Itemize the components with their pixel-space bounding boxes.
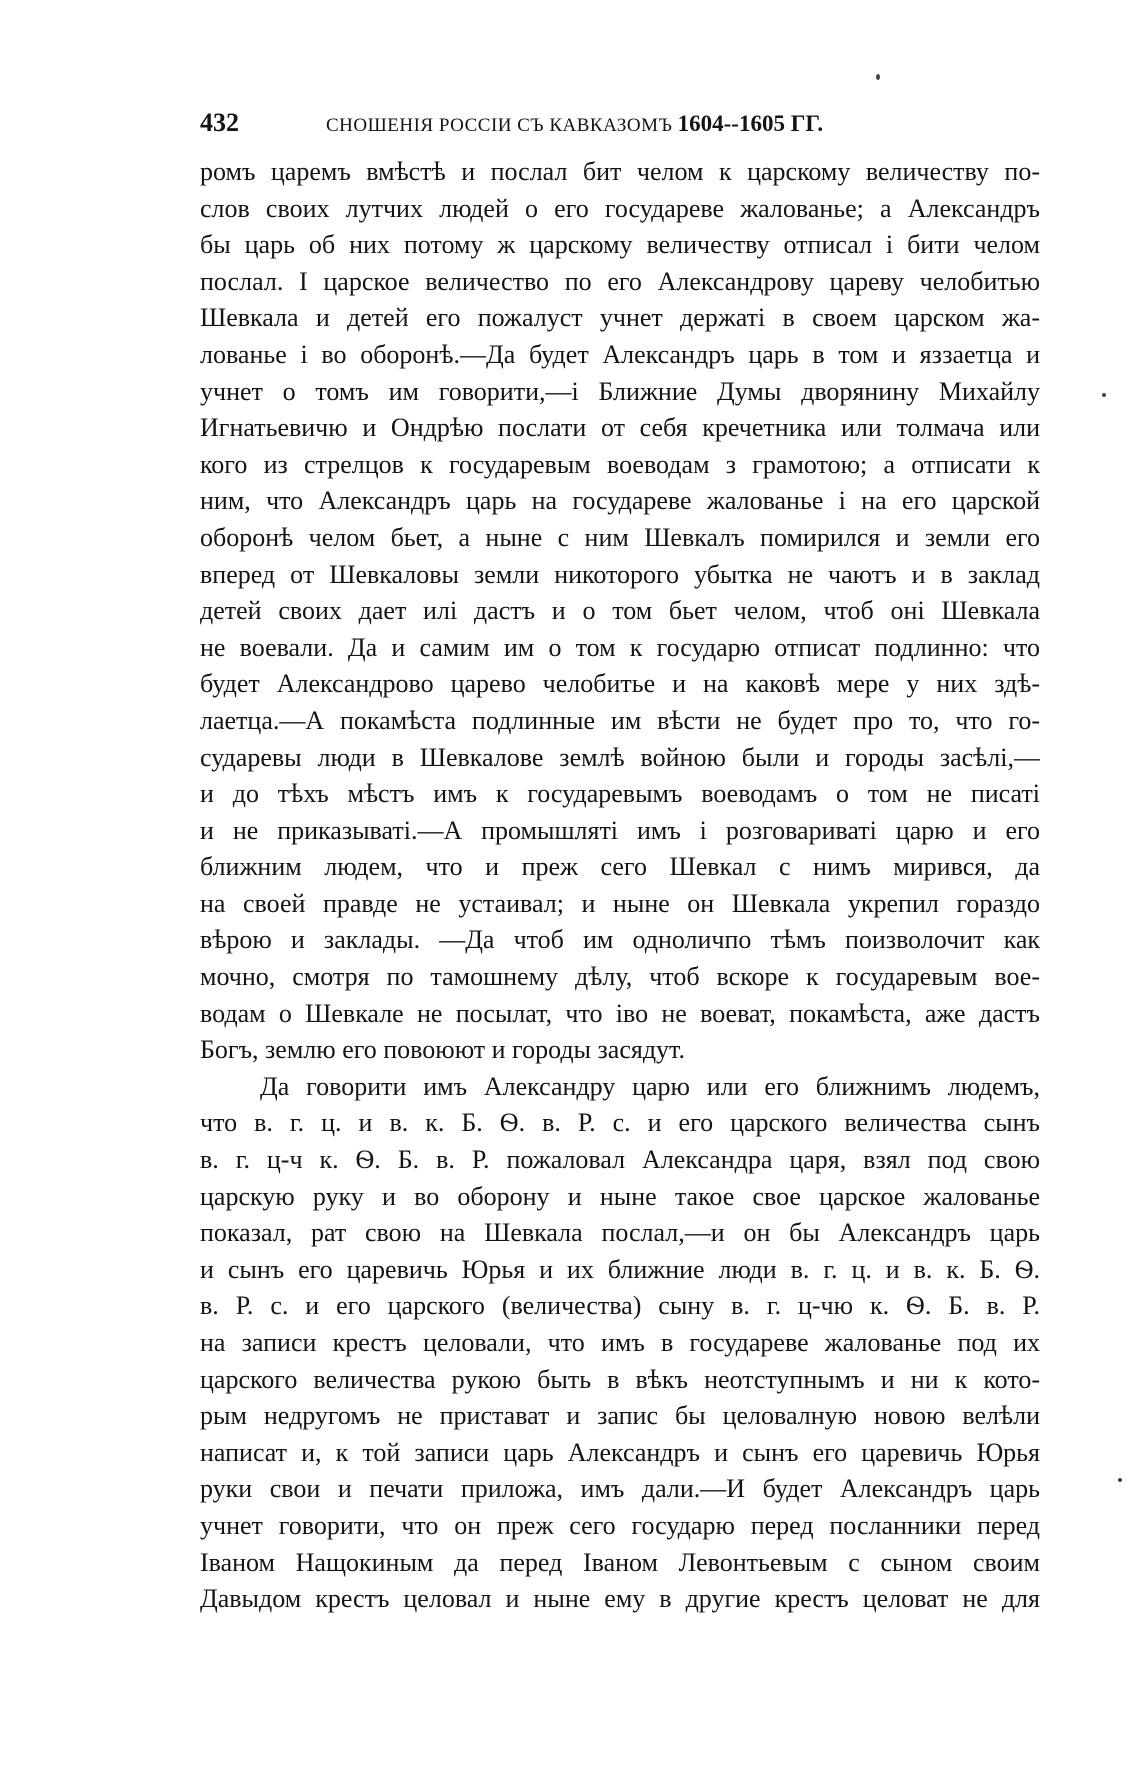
text-line: вѣрою и заклады. —Да чтоб им одноличпо тѣмъ поизволочит как bbox=[200, 925, 1040, 955]
text-line: учнет говорити, что он преж сего государю перед посланники перед bbox=[200, 1510, 1040, 1540]
text-line: ромъ царемъ вмѣстѣ и послал бит челом к царскому величеству по- bbox=[200, 157, 1040, 186]
text-line: лаетца.—А покамѣста подлинные им вѣсти не будет про то, что го- bbox=[200, 705, 1040, 735]
text-line: Игнатьевичю и Ондрѣю послати от себя кречетника или толмача или bbox=[200, 413, 1040, 443]
text-line: на записи крестъ целовали, что имъ в государеве жалованье под их bbox=[200, 1328, 1040, 1357]
text-line: показал, рат свою на Шевкала послал,—и он бы Александръ царь bbox=[200, 1218, 1040, 1248]
page-header bbox=[200, 106, 1040, 140]
text-line: руки свои и печати приложа, имъ дали.—И будет Александръ царь bbox=[200, 1474, 1040, 1504]
text-line: оборонѣ челом бьет, а ныне с ним Шевкалъ помирился и земли его bbox=[200, 522, 1040, 552]
scan-speck bbox=[1102, 393, 1106, 397]
text-line: Шевкала и детей его пожалуст учнет держаті в своем царском жа- bbox=[200, 303, 1040, 333]
paragraph-start-line: Да говорити имъ Александру царю или его ближнимъ людемъ, bbox=[260, 1071, 1040, 1101]
text-line: и сынъ его царевичь Юрья и их ближние люди в. г. ц. и в. к. Б. Ѳ. bbox=[200, 1254, 1040, 1284]
text-line: и не приказываті.—А промышляті имъ і розговариваті царю и его bbox=[200, 815, 1040, 845]
text-line: написат и, к той записи царь Александръ и сынъ его царевичь Юрья bbox=[200, 1437, 1040, 1467]
text-line: вперед от Шевкаловы земли никоторого убытка не чаютъ и в заклад bbox=[200, 559, 1040, 589]
text-line: послал. І царское величество по его Александрову цареву челобитью bbox=[200, 266, 1040, 296]
scan-speck bbox=[1118, 1478, 1122, 1482]
page-number: 432 bbox=[200, 108, 239, 137]
text-line: кого из стрелцов к государевым воеводам з грамотою; а отписати к bbox=[200, 449, 1040, 479]
text-line: будет Александрово царево челобитье и на каковѣ мере у них здѣ- bbox=[200, 669, 1040, 699]
paragraph-end-line: Богъ, землю его повоюют и городы засядут. bbox=[200, 1035, 685, 1065]
text-line: рым недругомъ не пристават и запис бы целовалную новою велѣли bbox=[200, 1401, 1040, 1431]
text-line: что в. г. ц. и в. к. Б. Ѳ. в. Р. с. и его царского величества сынъ bbox=[200, 1108, 1040, 1138]
running-title-years: 1604--1605 ГГ. bbox=[677, 111, 824, 136]
text-line: на своей правде не устаивал; и ныне он Шевкала укрепил гораздо bbox=[200, 888, 1040, 918]
text-line: в. Р. с. и его царского (величества) сыну в. г. ц-чю к. Ѳ. Б. в. Р. bbox=[200, 1291, 1040, 1321]
text-line: ближним людем, что и преж сего Шевкал с нимъ мирився, да bbox=[200, 852, 1040, 882]
scan-speck bbox=[876, 74, 880, 80]
text-line: царского величества рукою быть в вѣкъ неотступнымъ и ни к кото- bbox=[200, 1364, 1040, 1394]
text-line: не воевали. Да и самим им о том к государю отписат подлинно: что bbox=[200, 632, 1040, 662]
page-body bbox=[200, 154, 1040, 1618]
text-line: слов своих лутчих людей о его государеве жалованье; а Александръ bbox=[200, 193, 1040, 223]
text-line: Іваном Нащокиным да перед Іваном Левонтьевым с сыном своим bbox=[200, 1547, 1040, 1577]
text-line: бы царь об них потому ж царскому величеству отписал і бити челом bbox=[200, 230, 1040, 260]
text-line: в. г. ц-ч к. Ѳ. Б. в. Р. пожаловал Александра царя, взял под свою bbox=[200, 1145, 1040, 1175]
text-line: лованье і во оборонѣ.—Да будет Александръ царь в том и яззаетца и bbox=[200, 339, 1040, 369]
book-page bbox=[200, 0, 1040, 1781]
text-line: Давыдом крестъ целовал и ныне ему в другие крестъ целоват не для bbox=[200, 1584, 1040, 1614]
text-line: мочно, смотря по тамошнему дѣлу, чтоб вскоре к государевым вое- bbox=[200, 962, 1040, 992]
text-line: ним, что Александръ царь на государеве жалованье і на его царской bbox=[200, 486, 1040, 516]
text-line: сударевы люди в Шевкалове землѣ войною были и городы засѣлі,— bbox=[200, 742, 1040, 772]
running-title bbox=[326, 108, 823, 142]
text-line: учнет о томъ им говорити,—і Ближние Думы дворянину Михайлу bbox=[200, 376, 1040, 406]
running-title-text: СНОШЕНІЯ РОССІИ СЪ КАВКАЗОМЪ bbox=[326, 115, 673, 136]
text-line: царскую руку и во оборону и ныне такое свое царское жалованье bbox=[200, 1181, 1040, 1211]
text-line: и до тѣхъ мѣстъ имъ к государевымъ воеводамъ о том не писаті bbox=[200, 779, 1040, 809]
text-line: детей своих дает илі дастъ и о том бьет челом, чтоб оні Шевкала bbox=[200, 596, 1040, 626]
text-line: водам о Шевкале не посылат, что іво не воеват, покамѣста, аже дастъ bbox=[200, 998, 1040, 1028]
